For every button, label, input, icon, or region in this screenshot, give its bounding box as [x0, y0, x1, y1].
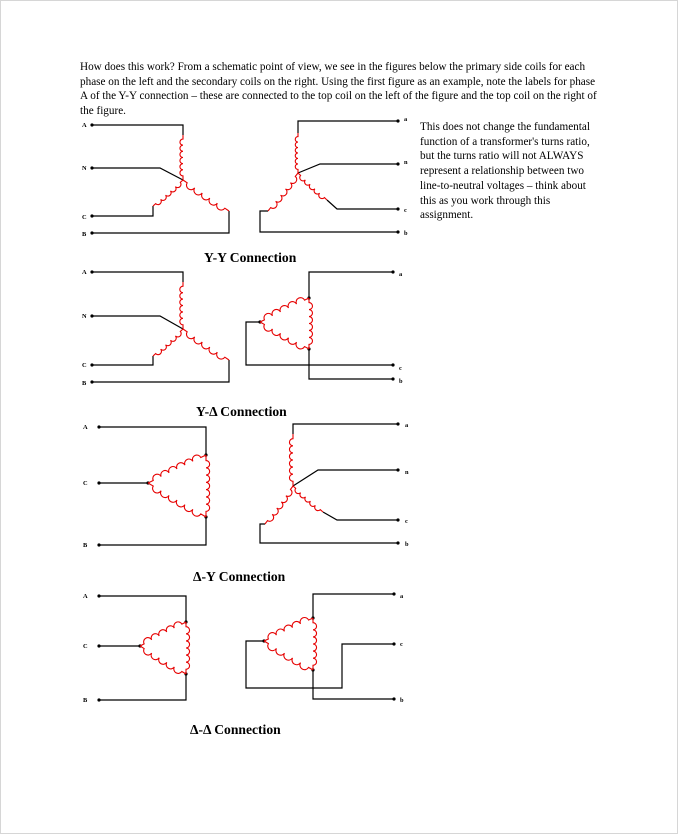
coil-winding	[183, 180, 229, 211]
terminal-label: a	[405, 422, 409, 429]
delta-delta-diagram	[83, 592, 404, 704]
coil	[264, 618, 313, 641]
terminal-label: B	[82, 231, 87, 238]
terminal-dot	[396, 422, 399, 544]
coil-winding	[260, 322, 309, 349]
wire	[246, 594, 394, 699]
coil	[148, 455, 206, 483]
coil	[295, 133, 298, 173]
terminal-label: a	[404, 116, 408, 123]
coil	[260, 322, 309, 349]
terminal-label: c	[399, 365, 402, 372]
coil-winding	[265, 486, 293, 524]
y-y-diagram	[82, 116, 408, 238]
coil-winding	[268, 173, 298, 211]
y-delta-diagram	[82, 269, 403, 387]
terminal-dot	[90, 270, 93, 383]
coil-winding	[148, 455, 206, 483]
y-delta-secondary	[246, 270, 403, 385]
y-y-primary	[82, 122, 229, 238]
terminal-label: C	[82, 362, 87, 369]
coil	[298, 173, 327, 200]
terminal-label: C	[83, 643, 88, 650]
coil-winding	[180, 135, 183, 180]
terminal-label: n	[404, 159, 408, 166]
coil-winding	[186, 622, 190, 674]
wire	[260, 424, 398, 543]
coil-winding	[298, 173, 327, 200]
coil-winding	[293, 486, 323, 512]
coil	[180, 135, 183, 180]
coil	[186, 622, 190, 674]
coil-winding	[295, 133, 298, 173]
coil	[180, 282, 183, 329]
coil	[140, 646, 186, 674]
terminal-label: b	[405, 541, 409, 548]
coil	[153, 329, 183, 356]
terminal-label: N	[82, 313, 87, 320]
coil	[153, 180, 183, 206]
terminal-dot	[262, 592, 395, 700]
coil-winding	[264, 641, 313, 670]
wire	[246, 272, 393, 379]
terminal-label: C	[83, 480, 88, 487]
caption-delta-delta: Δ-Δ Connection	[190, 722, 281, 737]
terminal-label: b	[399, 378, 403, 385]
coil	[264, 641, 313, 670]
coil	[309, 298, 312, 349]
coil	[260, 298, 309, 322]
y-delta-primary	[82, 269, 229, 387]
terminal-label: A	[82, 269, 87, 276]
coil	[183, 180, 229, 211]
terminal-label: c	[405, 518, 408, 525]
delta-y-diagram	[83, 422, 409, 549]
terminal-label: c	[404, 207, 407, 214]
terminal-label: A	[82, 122, 87, 129]
coil-winding	[140, 646, 186, 674]
wire	[92, 125, 229, 233]
coil-winding	[260, 298, 309, 322]
coil-winding	[206, 455, 210, 517]
side-note: This does not change the fundamental function of a transformer's turns ratio, but the turns ratio will not ALWAYS represent a relationship between two line-to-neutral voltages – think about this as you work through this assignment.	[420, 121, 590, 222]
coil	[293, 486, 323, 512]
y-y-secondary	[260, 116, 408, 237]
terminal-label: B	[83, 697, 88, 704]
coil	[268, 173, 298, 211]
coil-winding	[183, 329, 229, 360]
coil-winding	[140, 622, 186, 646]
terminal-dot	[90, 123, 93, 234]
caption-y-y: Y-Y Connection	[204, 250, 297, 265]
coil	[313, 618, 317, 670]
coil-winding	[153, 329, 183, 356]
caption-delta-y: Δ-Y Connection	[193, 569, 286, 584]
terminal-label: a	[400, 593, 404, 600]
coil-winding	[289, 434, 293, 486]
coil	[206, 455, 210, 517]
delta-delta-primary	[83, 593, 190, 704]
terminal-label: N	[82, 165, 87, 172]
coil-winding	[180, 282, 183, 329]
coil-winding	[153, 180, 183, 206]
coil-winding	[148, 483, 206, 517]
coil	[289, 434, 293, 486]
terminal-dot	[396, 119, 399, 233]
terminal-label: b	[404, 230, 408, 237]
wire	[92, 272, 229, 382]
terminal-label: c	[400, 641, 403, 648]
intro-paragraph: How does this work? From a schematic point of view, we see in the figures below the primary side coils for each phase on the left and the secondary coils on the right. Using the first figure as an example, note the labels for phase A of the Y-Y connection – these are connected to the top coil on the left of the figure and the top coil on the right of the figure.	[80, 61, 597, 117]
coil-winding	[264, 618, 313, 641]
terminal-label: B	[83, 542, 88, 549]
terminal-dot	[258, 270, 394, 380]
terminal-label: n	[405, 469, 409, 476]
coil	[265, 486, 293, 524]
terminal-label: a	[399, 271, 403, 278]
terminal-label: A	[83, 593, 88, 600]
terminal-label: B	[82, 380, 87, 387]
terminal-label: A	[83, 424, 88, 431]
wire	[260, 121, 398, 232]
coil	[148, 483, 206, 517]
delta-delta-secondary	[246, 592, 404, 704]
coil	[183, 329, 229, 360]
terminal-label: C	[82, 214, 87, 221]
coil	[140, 622, 186, 646]
caption-y-delta: Y-Δ Connection	[196, 404, 287, 419]
coil-winding	[313, 618, 317, 670]
coil-winding	[309, 298, 312, 349]
delta-y-primary	[83, 424, 210, 549]
delta-y-secondary	[260, 422, 409, 548]
terminal-label: b	[400, 697, 404, 704]
